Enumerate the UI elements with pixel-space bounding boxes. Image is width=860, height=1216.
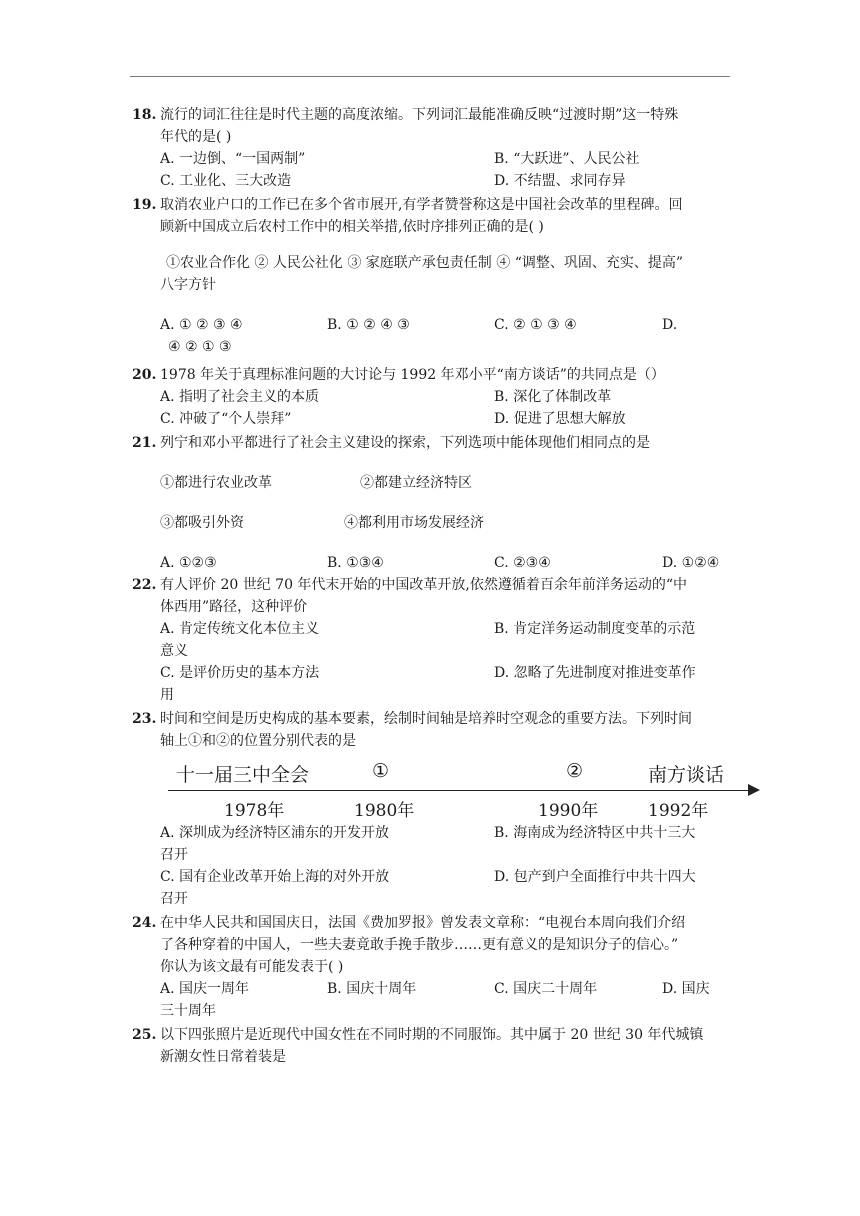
question-stem-line: 顾新中国成立后农村工作中的相关举措,依时序排列正确的是( ): [160, 219, 544, 235]
question-stem-line: 以下四张照片是近现代中国女性在不同时期的不同服饰。其中属于 20 世纪 30 年代城镇: [160, 1027, 704, 1043]
question-stem-line: 你认为该文最有可能发表于( ): [160, 959, 344, 975]
option-b[interactable]: B. 肯定洋务运动制度变革的示范: [494, 621, 696, 637]
option-d[interactable]: D. 国庆: [662, 981, 710, 997]
question-stem-line: 了各种穿着的中国人，一些夫妻竟敢手挽手散步……更有意义的是知识分子的信心。”: [160, 937, 679, 953]
question-stem-line: 时间和空间是历史构成的基本要素，绘制时间轴是培养时空观念的重要方法。下列时间: [160, 711, 692, 727]
question-stem-line: 列宁和邓小平都进行了社会主义建设的探索，下列选项中能体现他们相同点的是: [160, 435, 650, 451]
question-stem-line: 流行的词汇往往是时代主题的高度浓缩。下列词汇最能准确反映“过渡时期”这一特殊: [160, 107, 679, 123]
question-stem-line: 在中华人民共和国国庆日，法国《费加罗报》曾发表文章称：“电视台本周向我们介绍: [160, 915, 686, 931]
option-b[interactable]: B. 深化了体制改革: [494, 389, 612, 405]
option-d-continued: ④ ② ① ③: [168, 339, 232, 355]
question-23: [132, 708, 734, 752]
question-number: 24.: [132, 915, 157, 931]
question-stem-line: 1978 年关于真理标准问题的大讨论与 1992 年邓小平“南方谈话”的共同点是（）: [160, 367, 665, 383]
option-a[interactable]: A. ① ② ③ ④: [160, 317, 243, 333]
question-number: 20.: [132, 367, 157, 383]
question-24: [132, 912, 734, 1022]
option-b[interactable]: B. ①③④: [327, 555, 384, 571]
option-d-continued: 三十周年: [160, 1003, 216, 1019]
question-number: 18.: [132, 107, 157, 123]
question-stem-line: 体西用”路径，这种评价: [160, 599, 308, 615]
question-22: [132, 574, 734, 706]
question-number: 21.: [132, 435, 157, 451]
question-stem-line: 取消农业户口的工作已在多个省市展开,有学者赞誉称这是中国社会改革的里程碑。回: [160, 197, 683, 213]
question-18: [132, 104, 734, 192]
option-c[interactable]: C. 国庆二十周年: [494, 981, 598, 997]
option-c[interactable]: C. ② ① ③ ④: [494, 317, 577, 333]
question-23-options: [132, 822, 734, 910]
question-number: 22.: [132, 577, 157, 593]
statement-1: ①都进行农业改革: [160, 475, 272, 491]
statement-3: ③都吸引外资: [160, 515, 244, 531]
option-b[interactable]: B. 海南成为经济特区中共十三大: [494, 825, 696, 841]
option-c[interactable]: C. 国有企业改革开始上海的对外开放: [160, 869, 390, 885]
option-a[interactable]: A. 指明了社会主义的本质: [160, 389, 320, 405]
option-continued: 召开: [160, 891, 188, 907]
option-c[interactable]: C. ②③④: [494, 555, 551, 571]
timeline-year: 1978年: [224, 801, 285, 821]
statement-line: 八字方针: [160, 277, 216, 293]
option-d[interactable]: D. 促进了思想大解放: [494, 411, 626, 427]
question-19: [132, 194, 734, 358]
option-b[interactable]: B. ① ② ④ ③: [327, 317, 410, 333]
option-b[interactable]: B. “大跃进”、人民公社: [494, 151, 640, 167]
header-rule: [130, 76, 730, 77]
timeline-year: 1992年: [648, 801, 709, 821]
question-21: [132, 432, 734, 574]
option-a[interactable]: A. 深圳成为经济特区浦东的开发开放: [160, 825, 390, 841]
arrow-right-icon: [748, 784, 760, 796]
option-d[interactable]: D. 不结盟、求同存异: [494, 173, 626, 189]
question-number: 23.: [132, 711, 157, 727]
option-continued: 召开: [160, 847, 188, 863]
question-stem-line: 新潮女性日常着装是: [160, 1049, 286, 1065]
question-stem-line: 轴上①和②的位置分别代表的是: [160, 733, 356, 749]
question-stem-line: 有人评价 20 世纪 70 年代末开始的中国改革开放,依然遵循着百余年前洋务运动的“中: [160, 577, 688, 593]
option-a[interactable]: A. 一边倒、“一国两制”: [160, 151, 306, 167]
statement-4: ④都利用市场发展经济: [344, 515, 484, 531]
option-d[interactable]: D.: [662, 317, 678, 333]
statement-2: ②都建立经济特区: [360, 475, 472, 491]
option-b[interactable]: B. 国庆十周年: [327, 981, 417, 997]
timeline-label: 十一届三中全会: [176, 764, 310, 786]
timeline-label: ①: [372, 760, 390, 782]
option-d[interactable]: D. 忽略了先进制度对推进变革作: [494, 665, 696, 681]
option-d-continued: 用: [160, 687, 174, 703]
option-b-continued: 意义: [160, 643, 188, 659]
timeline-axis: [168, 790, 753, 791]
option-a[interactable]: A. 国庆一周年: [160, 981, 250, 997]
option-a[interactable]: A. 肯定传统文化本位主义: [160, 621, 320, 637]
timeline-year: 1980年: [354, 801, 415, 821]
timeline: [160, 760, 760, 824]
question-stem-line: 年代的是( ): [160, 129, 232, 145]
question-25: [132, 1024, 734, 1068]
option-c[interactable]: C. 冲破了“个人崇拜”: [160, 411, 292, 427]
option-c[interactable]: C. 是评价历史的基本方法: [160, 665, 320, 681]
timeline-label: 南方谈话: [648, 764, 725, 786]
question-number: 25.: [132, 1027, 157, 1043]
statement-line: ①农业合作化 ② 人民公社化 ③ 家庭联产承包责任制 ④ “调整、巩固、充实、提高”: [166, 255, 684, 271]
timeline-label: ②: [566, 760, 584, 782]
option-d[interactable]: D. 包产到户全面推行中共十四大: [494, 869, 696, 885]
question-number: 19.: [132, 197, 157, 213]
option-d[interactable]: D. ①②④: [662, 555, 720, 571]
option-a[interactable]: A. ①②③: [160, 555, 217, 571]
timeline-year: 1990年: [538, 801, 599, 821]
question-20: [132, 364, 734, 430]
option-c[interactable]: C. 工业化、三大改造: [160, 173, 292, 189]
